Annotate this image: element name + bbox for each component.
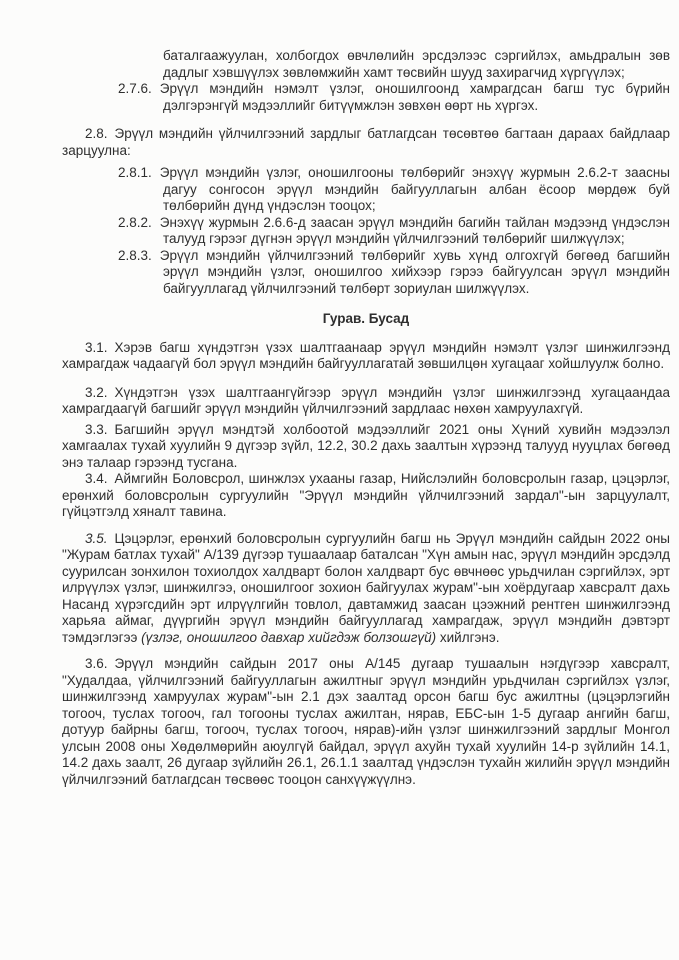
clause-number: 3.3. — [85, 421, 108, 437]
clause-number: 3.4. — [85, 471, 108, 486]
clause-number: 3.2. — [85, 384, 108, 400]
clause-text: Хэрэв багш хүндэтгэн үзэх шалтгаанаар эрүүл мэндийн нэмэлт үзлэг шинжилгээнд хамрагдаж чадаагүй бол эрүүл мэндийн байгууллагатай зөвшилцөн хугацааг хойшлуулж болно. — [62, 339, 670, 371]
clause-number: 2.8. — [85, 126, 108, 141]
clause-text: Багшийн эрүүл мэндтэй холбоотой мэдээллийг 2021 оны Хүний хувийн мэдээлэл хамгаалах тухай хуулийн 9 дүгээр зүйл, 12.2, 30.2 дахь заалтын хүрээнд талууд нууцлах бөгөөд энэ талаар гэрээнд тусгана. — [62, 421, 670, 470]
paragraph-3-5 — [62, 531, 670, 647]
clause-text: Энэхүү журмын 2.6.6-д заасан эрүүл мэндийн багийн тайлан мэдээнд үндэслэн талууд гэрээг дүгнэн эрүүл мэндийн үйлчилгээний төлбөрийг шилжүүлэх; — [159, 214, 670, 246]
clause-number: 3.1. — [85, 339, 108, 355]
section-heading: Гурав. Бусад — [322, 311, 410, 326]
list-item-2-7-6 — [62, 81, 670, 114]
clause-text: Эрүүл мэндийн нэмэлт үзлэг, оношилгоонд хамрагдсан багш тус бүрийн дэлгэрэнгүй мэдээллийг битүүмжлэн зөвхөн өөрт нь хүргэх. — [159, 81, 670, 113]
paragraph-3-6 — [62, 656, 670, 788]
clause-number: 3.6. — [85, 656, 108, 671]
paragraph-2-8 — [62, 126, 670, 159]
clause-text: Эрүүл мэндийн үйлчилгээний зардлыг батлагдсан төсөвтөө багтаан дараах байдлаар зарцуулна: — [62, 126, 670, 158]
clause-number: 2.8.1. — [118, 165, 152, 180]
list-item-2-8-2 — [62, 215, 670, 248]
clause-text: Эрүүл мэндийн үзлэг, оношилгооны төлбөрийг энэхүү журмын 2.6.2-т заасны дагуу сонгосон эрүүл мэндийн байгууллагын албан ёсоор мөрдөж буй төлбөрийн дүнд үндэслэн тооцох; — [159, 165, 670, 213]
paragraph-3-4 — [62, 471, 670, 521]
clause-number: 3.5. — [85, 530, 108, 546]
clause-text: Аймгийн Боловсрол, шинжлэх ухааны газар, Нийслэлийн боловсролын газар, цэцэрлэг, ерөнхий боловсролын сургуулийн "Эрүүл мэндийн үйлчилгээний зардал"-ын зарцуулалт, гүйцэтгэлд хяналт тавина. — [62, 471, 670, 519]
clause-text: Эрүүл мэндийн үйлчилгээний төлбөрийг хувь хүнд олгохгүй бөгөөд багшийн эрүүл мэндийн үзлэг, оношилгоо хийхээр гэрээ байгуулсан эрүүл мэндийн байгууллагад үйлчилгээний төлбөрт зориулан шилжүүлэх. — [159, 247, 670, 296]
paragraph-3-2 — [62, 385, 670, 418]
paragraph-3-1 — [62, 340, 670, 373]
clause-number: 2.7.6. — [118, 81, 152, 96]
clause-text: Эрүүл мэндийн сайдын 2017 оны А/145 дугаар тушаалын нэгдүгээр хавсралт, "Худалдаа, үйлчилгээний байгууллагын ажилтныг эрүүл мэндийн урьдчилан сэргийлэх үзлэг, шинжилгээнд хамруулах журам"-ын 2.1 дэх заалтад орсон багш бус ажилтны (цэцэрлэгийн тогооч, туслах тогооч, гал тогооны туслах ажилтан, нярав, ЕБС-ын 1-5 дугаар ангийн багш, дотуур байрны багш, тогооч, туслах тогооч, нярав)-ийн үзлэг шинжилгээний зардлыг Монгол улсын 2008 оны Хөдөлмөрийн аюулгүй байдал, эрүүл ахуйн тухай хуулийн 14-р зүйлийн 14.1, 14.2 дахь заалт, 26 дугаар зүйлийн 26.1, 26.1.1 заалтад үндэслэн тухайн жилийн эрүүл мэндийн үйлчилгээний батлагдсан төсвөөс тооцон санхүүжүүлнэ. — [62, 656, 670, 787]
paragraph-3-3 — [62, 422, 670, 472]
clause-text: Цэцэрлэг, ерөнхий боловсролын сургуулийн багш нь Эрүүл мэндийн сайдын 2022 оны "Журам батлах тухай" А/139 дүгээр тушаалаар баталсан "Хүн амын нас, эрүүл мэндийн эрсдэлд суурилсан зонхилон тохиолдох халдварт болон халдварт бус өвчнөөс урьдчилан сэргийлэх, эрт илрүүлэх үзлэг, шинжилгээ, оношилгоог зохион байгуулах журам"-ын хоёрдугаар хавсралт дахь Насанд хүрэгсдийн эрт илрүүлгийн товлол, давтамжид заасан цээжний рентген шинжилгээнд харьяа аймаг, дүүргийн эрүүл мэндийн байгууллагад хамрагдаж, эрүүл мэндийн дэвтэрт тэмдэглэгээ — [62, 530, 670, 645]
paragraph-continuation: баталгаажуулан, холбогдох өвчлөлийн эрсдэлээс сэргийлэх, амьдралын зөв дадлыг хэвшүүлэх зөвлөмжийн хамт төсвийн шууд захирагчид хүргүүлэх; — [163, 48, 670, 80]
clause-number: 2.8.2. — [118, 214, 152, 230]
clause-text-after: хийлгэнэ. — [436, 629, 500, 645]
list-item-2-8-1 — [62, 165, 670, 215]
clause-text: Хүндэтгэн үзэх шалтгаангүйгээр эрүүл мэндийн үзлэг шинжилгээнд хугацаандаа хамрагдаагүй багшийг эрүүл мэндийн үйлчилгээний зардлаас нөхөн хамруулахгүй. — [62, 384, 670, 416]
clause-italic-note: (үзлэг, оношилгоо давхар хийгдэж болзошгүй) — [141, 629, 437, 645]
clause-number: 2.8.3. — [118, 247, 152, 263]
list-item-2-8-3 — [62, 248, 670, 298]
